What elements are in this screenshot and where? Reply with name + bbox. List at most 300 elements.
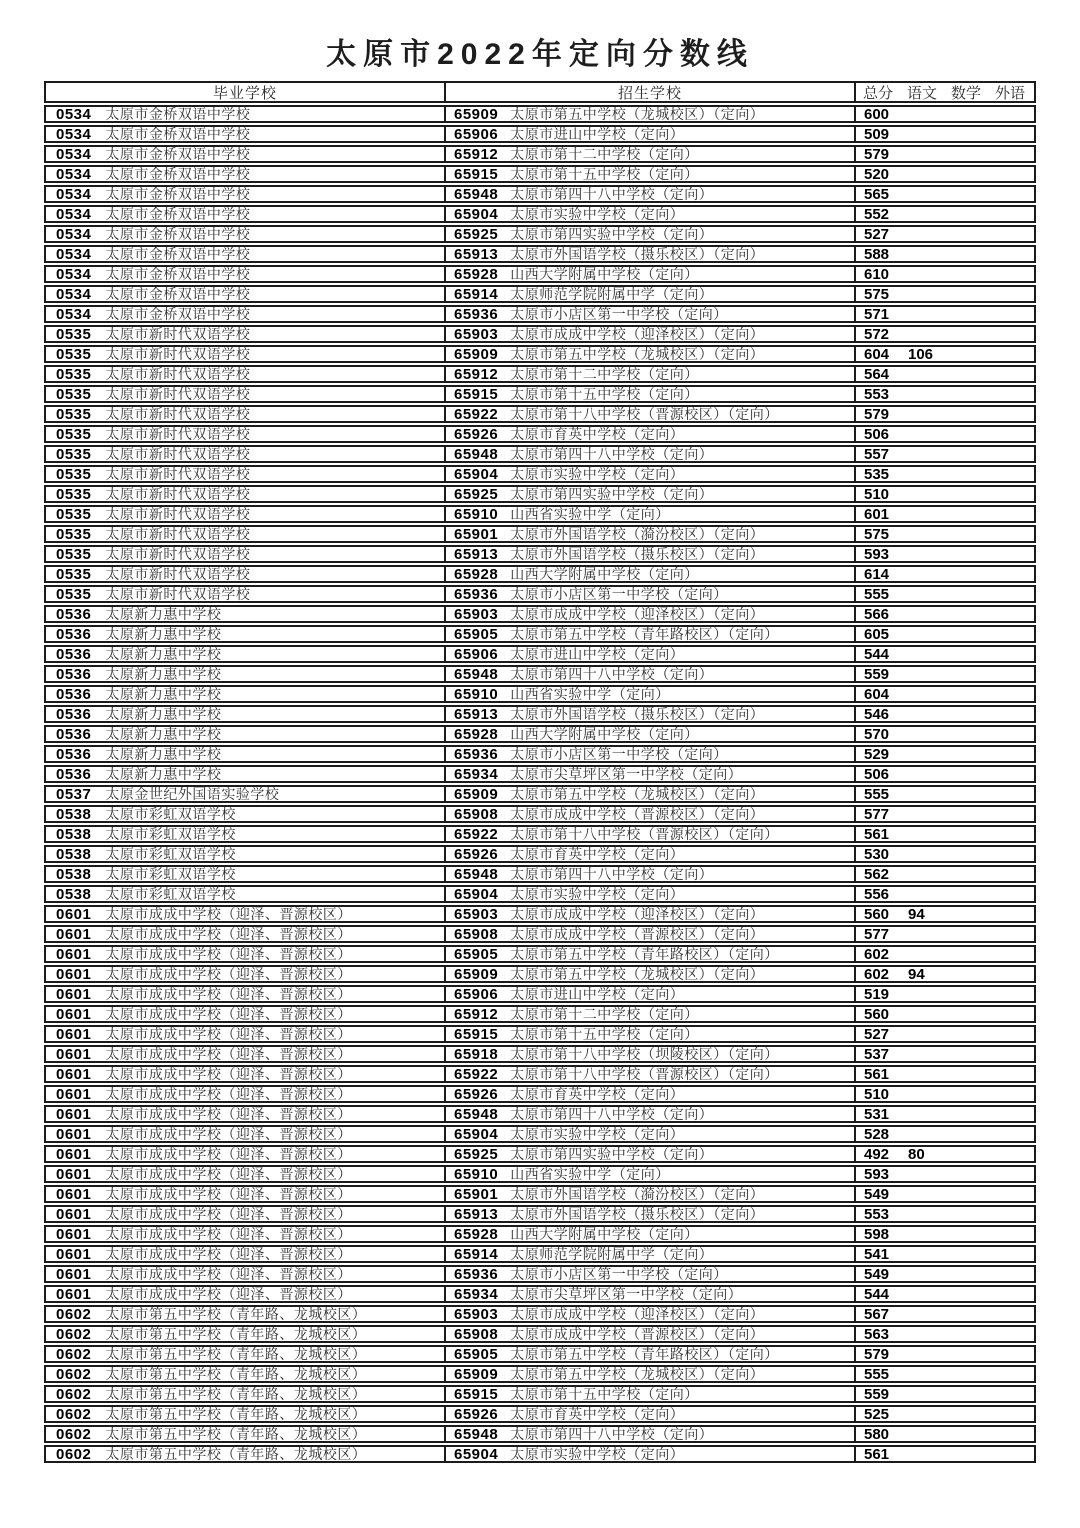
table-row: [44, 585, 1036, 603]
score-cell: [856, 1447, 1034, 1461]
graduation-school-name: 太原市新时代双语学校: [105, 587, 251, 601]
recruiting-school-name: 太原市第五中学校（青年路校区）（定向）: [510, 627, 779, 641]
graduation-school-cell: [46, 967, 446, 981]
total-score: 580: [864, 1427, 890, 1441]
recruiting-school-code: 65905: [454, 1347, 499, 1361]
recruiting-school-cell: [446, 987, 856, 1001]
recruiting-school-code: 65948: [454, 447, 499, 461]
table-row: [44, 1205, 1036, 1223]
recruiting-school-name: 太原市育英中学校（定向）: [510, 427, 685, 441]
graduation-school-cell: [46, 507, 446, 521]
score-cell: [856, 1027, 1034, 1041]
total-score: 535: [864, 467, 890, 481]
score-cell: [856, 947, 1034, 961]
total-score: 529: [864, 747, 890, 761]
total-score: 601: [864, 507, 890, 521]
table-row: [44, 1145, 1036, 1163]
graduation-school-cell: [46, 1127, 446, 1141]
recruiting-school-name: 太原市第十八中学校（晋源校区）（定向）: [510, 407, 779, 421]
graduation-school-cell: [46, 287, 446, 301]
graduation-school-code: 0601: [56, 1127, 92, 1141]
table-row: [44, 365, 1036, 383]
total-score: 593: [864, 547, 890, 561]
table-row: [44, 905, 1036, 923]
recruiting-school-name: 太原市第五中学校（龙城校区）（定向）: [510, 347, 765, 361]
recruiting-school-code: 65904: [454, 467, 499, 481]
recruiting-school-name: 太原市第五中学校（青年路校区）（定向）: [510, 947, 779, 961]
recruiting-school-code: 65904: [454, 207, 499, 221]
total-score: 577: [864, 927, 890, 941]
total-score: 614: [864, 567, 890, 581]
graduation-school-cell: [46, 1327, 446, 1341]
recruiting-school-code: 65912: [454, 147, 499, 161]
total-score: 555: [864, 587, 890, 601]
graduation-school-cell: [46, 607, 446, 621]
recruiting-school-code: 65934: [454, 1287, 499, 1301]
recruiting-school-name: 太原市第十五中学校（定向）: [510, 1027, 699, 1041]
recruiting-school-cell: [446, 1367, 856, 1381]
score-cell: [856, 567, 1034, 581]
score-cell: [856, 187, 1034, 201]
graduation-school-name: 太原金世纪外国语实验学校: [105, 787, 280, 801]
graduation-school-name: 太原市金桥双语中学校: [105, 147, 251, 161]
recruiting-school-code: 65925: [454, 487, 499, 501]
score-cell: [856, 1167, 1034, 1181]
score-cell: [856, 107, 1034, 121]
score-cell: [856, 1147, 1034, 1161]
graduation-school-cell: [46, 587, 446, 601]
graduation-school-code: 0601: [56, 947, 92, 961]
graduation-school-name: 太原市第五中学校（青年路、龙城校区）: [105, 1447, 367, 1461]
graduation-school-name: 太原新力惠中学校: [105, 647, 222, 661]
total-score: 610: [864, 267, 890, 281]
total-score: 527: [864, 1027, 890, 1041]
header-graduation-school: [46, 83, 446, 101]
graduation-school-code: 0535: [56, 467, 92, 481]
recruiting-school-name: 太原市尖草坪区第一中学校（定向）: [510, 767, 743, 781]
recruiting-school-cell: [446, 1387, 856, 1401]
recruiting-school-name: 山西省实验中学（定向）: [510, 1167, 670, 1181]
graduation-school-code: 0602: [56, 1327, 92, 1341]
total-score: 555: [864, 787, 890, 801]
recruiting-school-name: 太原市实验中学校（定向）: [510, 467, 685, 481]
total-score: 530: [864, 847, 890, 861]
recruiting-school-code: 65926: [454, 1087, 499, 1101]
graduation-school-cell: [46, 867, 446, 881]
recruiting-school-code: 65915: [454, 1387, 499, 1401]
score-cell: [856, 267, 1034, 281]
recruiting-school-cell: [446, 287, 856, 301]
graduation-school-cell: [46, 1207, 446, 1221]
recruiting-school-code: 65926: [454, 427, 499, 441]
graduation-school-name: 太原市成成中学校（迎泽、晋源校区）: [105, 907, 352, 921]
graduation-school-code: 0536: [56, 707, 92, 721]
total-score: 570: [864, 727, 890, 741]
recruiting-school-code: 65928: [454, 567, 499, 581]
recruiting-school-code: 65909: [454, 967, 499, 981]
graduation-school-code: 0535: [56, 507, 92, 521]
graduation-school-code: 0601: [56, 987, 92, 1001]
graduation-school-cell: [46, 127, 446, 141]
table-row: [44, 705, 1036, 723]
recruiting-school-cell: [446, 647, 856, 661]
recruiting-school-cell: [446, 407, 856, 421]
graduation-school-code: 0537: [56, 787, 92, 801]
recruiting-school-cell: [446, 767, 856, 781]
score-cell: [856, 507, 1034, 521]
recruiting-school-code: 65903: [454, 607, 499, 621]
recruiting-school-name: 太原市实验中学校（定向）: [510, 887, 685, 901]
graduation-school-code: 0536: [56, 747, 92, 761]
table-row: [44, 945, 1036, 963]
graduation-school-code: 0601: [56, 1207, 92, 1221]
graduation-school-name: 太原市成成中学校（迎泽、晋源校区）: [105, 1227, 352, 1241]
graduation-school-code: 0534: [56, 267, 92, 281]
recruiting-school-name: 太原市外国语学校（摄乐校区）（定向）: [510, 547, 765, 561]
recruiting-school-name: 太原市第四十八中学校（定向）: [510, 1107, 714, 1121]
graduation-school-code: 0601: [56, 1267, 92, 1281]
graduation-school-cell: [46, 547, 446, 561]
recruiting-school-cell: [446, 1067, 856, 1081]
recruiting-school-cell: [446, 567, 856, 581]
recruiting-school-code: 65926: [454, 1407, 499, 1421]
graduation-school-code: 0601: [56, 1227, 92, 1241]
graduation-school-name: 太原市成成中学校（迎泽、晋源校区）: [105, 1127, 352, 1141]
total-score: 520: [864, 167, 890, 181]
score-cell: [856, 1387, 1034, 1401]
total-score: 577: [864, 807, 890, 821]
table-row: [44, 1225, 1036, 1243]
score-cell: [856, 387, 1034, 401]
header-graduation-school-label: 毕业学校: [212, 84, 277, 101]
graduation-school-name: 太原市新时代双语学校: [105, 427, 251, 441]
recruiting-school-name: 太原市进山中学校（定向）: [510, 127, 685, 141]
graduation-school-cell: [46, 307, 446, 321]
score-cell: [856, 747, 1034, 761]
chinese-score: 106: [908, 347, 934, 361]
graduation-school-cell: [46, 247, 446, 261]
recruiting-school-cell: [446, 667, 856, 681]
table-row: [44, 1085, 1036, 1103]
total-score: 579: [864, 1347, 890, 1361]
graduation-school-cell: [46, 847, 446, 861]
recruiting-school-name: 太原市外国语学校（漪汾校区）（定向）: [510, 1187, 765, 1201]
recruiting-school-name: 太原市实验中学校（定向）: [510, 1127, 685, 1141]
total-score: 559: [864, 1387, 890, 1401]
recruiting-school-cell: [446, 1207, 856, 1221]
graduation-school-name: 太原新力惠中学校: [105, 607, 222, 621]
score-cell: [856, 287, 1034, 301]
table-row: [44, 1425, 1036, 1443]
recruiting-school-code: 65904: [454, 1447, 499, 1461]
graduation-school-cell: [46, 1087, 446, 1101]
table-row: [44, 565, 1036, 583]
recruiting-school-code: 65904: [454, 887, 499, 901]
graduation-school-name: 太原市成成中学校（迎泽、晋源校区）: [105, 1187, 352, 1201]
recruiting-school-code: 65910: [454, 1167, 499, 1181]
table-row: [44, 465, 1036, 483]
graduation-school-cell: [46, 927, 446, 941]
graduation-school-cell: [46, 327, 446, 341]
recruiting-school-name: 太原市尖草坪区第一中学校（定向）: [510, 1287, 743, 1301]
recruiting-school-code: 65901: [454, 527, 499, 541]
recruiting-school-cell: [446, 847, 856, 861]
recruiting-school-name: 太原市成成中学校（迎泽校区）（定向）: [510, 607, 765, 621]
recruiting-school-code: 65918: [454, 1047, 499, 1061]
graduation-school-name: 太原市新时代双语学校: [105, 447, 251, 461]
total-score: 519: [864, 987, 890, 1001]
graduation-school-cell: [46, 367, 446, 381]
score-cell: [856, 787, 1034, 801]
graduation-school-name: 太原市彩虹双语学校: [105, 827, 236, 841]
graduation-school-name: 太原市金桥双语中学校: [105, 127, 251, 141]
graduation-school-name: 太原市新时代双语学校: [105, 487, 251, 501]
graduation-school-code: 0601: [56, 1167, 92, 1181]
graduation-school-cell: [46, 987, 446, 1001]
recruiting-school-name: 太原市第四实验中学校（定向）: [510, 1147, 714, 1161]
recruiting-school-cell: [446, 1347, 856, 1361]
table-row: [44, 1005, 1036, 1023]
graduation-school-code: 0601: [56, 927, 92, 941]
graduation-school-cell: [46, 567, 446, 581]
recruiting-school-name: 山西大学附属中学校（定向）: [510, 567, 699, 581]
graduation-school-cell: [46, 107, 446, 121]
score-cell: [856, 807, 1034, 821]
recruiting-school-cell: [446, 607, 856, 621]
chinese-score: 80: [908, 1147, 925, 1161]
recruiting-school-code: 65913: [454, 707, 499, 721]
score-cell: [856, 927, 1034, 941]
recruiting-school-cell: [446, 427, 856, 441]
total-score: 544: [864, 1287, 890, 1301]
recruiting-school-cell: [446, 1427, 856, 1441]
total-score: 506: [864, 767, 890, 781]
table-row: [44, 645, 1036, 663]
recruiting-school-cell: [446, 207, 856, 221]
graduation-school-code: 0534: [56, 287, 92, 301]
graduation-school-code: 0601: [56, 1087, 92, 1101]
graduation-school-code: 0536: [56, 607, 92, 621]
recruiting-school-cell: [446, 727, 856, 741]
table-row: [44, 265, 1036, 283]
total-score: 510: [864, 487, 890, 501]
recruiting-school-name: 太原市进山中学校（定向）: [510, 647, 685, 661]
graduation-school-cell: [46, 447, 446, 461]
score-cell: [856, 1287, 1034, 1301]
total-score: 549: [864, 1187, 890, 1201]
table-row: [44, 165, 1036, 183]
recruiting-school-cell: [446, 747, 856, 761]
score-cell: [856, 707, 1034, 721]
graduation-school-code: 0535: [56, 327, 92, 341]
recruiting-school-code: 65928: [454, 1227, 499, 1241]
table-row: [44, 1065, 1036, 1083]
graduation-school-cell: [46, 1427, 446, 1441]
recruiting-school-name: 太原市实验中学校（定向）: [510, 207, 685, 221]
graduation-school-code: 0534: [56, 167, 92, 181]
graduation-school-name: 太原市成成中学校（迎泽、晋源校区）: [105, 1027, 352, 1041]
table-row: [44, 125, 1036, 143]
recruiting-school-code: 65928: [454, 727, 499, 741]
table-row: [44, 525, 1036, 543]
recruiting-school-cell: [446, 927, 856, 941]
graduation-school-code: 0535: [56, 487, 92, 501]
recruiting-school-cell: [446, 327, 856, 341]
recruiting-school-cell: [446, 807, 856, 821]
recruiting-school-cell: [446, 107, 856, 121]
graduation-school-code: 0601: [56, 1247, 92, 1261]
total-score: 555: [864, 1367, 890, 1381]
graduation-school-name: 太原市金桥双语中学校: [105, 247, 251, 261]
header-foreign-score: 外语: [994, 84, 1025, 101]
total-score: 561: [864, 1447, 890, 1461]
total-score: 557: [864, 447, 890, 461]
graduation-school-name: 太原市成成中学校（迎泽、晋源校区）: [105, 1287, 352, 1301]
graduation-school-code: 0535: [56, 387, 92, 401]
recruiting-school-code: 65903: [454, 1307, 499, 1321]
total-score: 579: [864, 407, 890, 421]
recruiting-school-code: 65912: [454, 1007, 499, 1021]
score-cell: [856, 127, 1034, 141]
graduation-school-cell: [46, 1267, 446, 1281]
recruiting-school-name: 太原市外国语学校（漪汾校区）（定向）: [510, 527, 765, 541]
recruiting-school-code: 65922: [454, 407, 499, 421]
total-score: 561: [864, 827, 890, 841]
score-cell: [856, 687, 1034, 701]
graduation-school-name: 太原新力惠中学校: [105, 667, 222, 681]
recruiting-school-name: 太原市成成中学校（晋源校区）（定向）: [510, 1327, 765, 1341]
recruiting-school-cell: [446, 187, 856, 201]
recruiting-school-code: 65909: [454, 787, 499, 801]
recruiting-school-name: 太原市第四十八中学校（定向）: [510, 447, 714, 461]
recruiting-school-code: 65909: [454, 347, 499, 361]
table-row: [44, 1305, 1036, 1323]
graduation-school-cell: [46, 767, 446, 781]
graduation-school-name: 太原市成成中学校（迎泽、晋源校区）: [105, 1247, 352, 1261]
chinese-score: 94: [908, 907, 925, 921]
graduation-school-name: 太原市金桥双语中学校: [105, 207, 251, 221]
recruiting-school-name: 太原市第四十八中学校（定向）: [510, 867, 714, 881]
recruiting-school-name: 太原市第十八中学校（晋源校区）（定向）: [510, 827, 779, 841]
graduation-school-cell: [46, 1067, 446, 1081]
score-cell: [856, 427, 1034, 441]
graduation-school-name: 太原市新时代双语学校: [105, 347, 251, 361]
recruiting-school-code: 65936: [454, 1267, 499, 1281]
graduation-school-code: 0602: [56, 1307, 92, 1321]
graduation-school-cell: [46, 1027, 446, 1041]
graduation-school-code: 0601: [56, 1027, 92, 1041]
recruiting-school-name: 太原市小店区第一中学校（定向）: [510, 307, 728, 321]
total-score: 506: [864, 427, 890, 441]
graduation-school-cell: [46, 687, 446, 701]
graduation-school-code: 0535: [56, 547, 92, 561]
recruiting-school-name: 太原市育英中学校（定向）: [510, 1407, 685, 1421]
table-row: [44, 725, 1036, 743]
recruiting-school-code: 65908: [454, 927, 499, 941]
table-row: [44, 325, 1036, 343]
recruiting-school-name: 太原市外国语学校（摄乐校区）（定向）: [510, 707, 765, 721]
graduation-school-cell: [46, 1227, 446, 1241]
total-score: 593: [864, 1167, 890, 1181]
score-cell: [856, 1307, 1034, 1321]
graduation-school-name: 太原市成成中学校（迎泽、晋源校区）: [105, 987, 352, 1001]
graduation-school-code: 0601: [56, 967, 92, 981]
table-row: [44, 405, 1036, 423]
table-row: [44, 665, 1036, 683]
recruiting-school-name: 太原市第五中学校（龙城校区）（定向）: [510, 1367, 765, 1381]
recruiting-school-name: 山西大学附属中学校（定向）: [510, 727, 699, 741]
score-cell: [856, 1267, 1034, 1281]
graduation-school-cell: [46, 1387, 446, 1401]
graduation-school-name: 太原市成成中学校（迎泽、晋源校区）: [105, 1087, 352, 1101]
recruiting-school-cell: [446, 1047, 856, 1061]
graduation-school-code: 0602: [56, 1367, 92, 1381]
total-score: 546: [864, 707, 890, 721]
total-score: 600: [864, 107, 890, 121]
graduation-school-cell: [46, 827, 446, 841]
recruiting-school-code: 65905: [454, 627, 499, 641]
graduation-school-name: 太原市成成中学校（迎泽、晋源校区）: [105, 1267, 352, 1281]
graduation-school-code: 0535: [56, 347, 92, 361]
recruiting-school-code: 65928: [454, 267, 499, 281]
recruiting-school-name: 太原市成成中学校（晋源校区）（定向）: [510, 927, 765, 941]
recruiting-school-cell: [446, 1167, 856, 1181]
table-row: [44, 1325, 1036, 1343]
recruiting-school-code: 65906: [454, 987, 499, 1001]
total-score: 560: [864, 1007, 890, 1021]
recruiting-school-cell: [446, 1147, 856, 1161]
graduation-school-code: 0534: [56, 187, 92, 201]
score-cell: [856, 1247, 1034, 1261]
graduation-school-cell: [46, 407, 446, 421]
graduation-school-cell: [46, 267, 446, 281]
table-row: [44, 185, 1036, 203]
table-row: [44, 865, 1036, 883]
recruiting-school-cell: [446, 1327, 856, 1341]
graduation-school-cell: [46, 487, 446, 501]
recruiting-school-cell: [446, 1287, 856, 1301]
recruiting-school-cell: [446, 947, 856, 961]
score-cell: [856, 727, 1034, 741]
graduation-school-name: 太原市新时代双语学校: [105, 407, 251, 421]
header-math-score: 数学: [950, 84, 981, 101]
table-row: [44, 885, 1036, 903]
recruiting-school-code: 65915: [454, 387, 499, 401]
recruiting-school-code: 65936: [454, 587, 499, 601]
graduation-school-code: 0602: [56, 1347, 92, 1361]
graduation-school-cell: [46, 1367, 446, 1381]
recruiting-school-name: 太原市第五中学校（龙城校区）（定向）: [510, 107, 765, 121]
graduation-school-name: 太原市彩虹双语学校: [105, 847, 236, 861]
table-row: [44, 225, 1036, 243]
table-row: [44, 105, 1036, 123]
graduation-school-code: 0535: [56, 587, 92, 601]
recruiting-school-code: 65922: [454, 1067, 499, 1081]
recruiting-school-name: 山西省实验中学（定向）: [510, 687, 670, 701]
recruiting-school-code: 65948: [454, 867, 499, 881]
recruiting-school-name: 太原市第四十八中学校（定向）: [510, 1427, 714, 1441]
recruiting-school-code: 65936: [454, 747, 499, 761]
total-score: 604: [864, 687, 890, 701]
total-score: 562: [864, 867, 890, 881]
graduation-school-code: 0538: [56, 827, 92, 841]
graduation-school-cell: [46, 167, 446, 181]
score-cell: [856, 1087, 1034, 1101]
total-score: 525: [864, 1407, 890, 1421]
score-cell: [856, 907, 1034, 921]
graduation-school-name: 太原市彩虹双语学校: [105, 867, 236, 881]
graduation-school-name: 太原市第五中学校（青年路、龙城校区）: [105, 1387, 367, 1401]
